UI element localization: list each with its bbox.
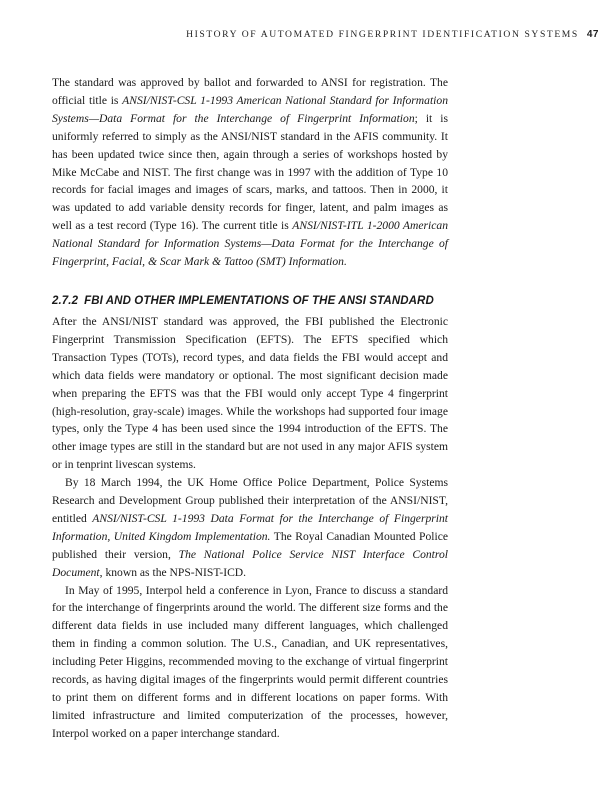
- para3-text-3: , known as the NPS-NIST-ICD.: [99, 565, 247, 579]
- para3-text-1: By 18 March 1994, the UK Home Office Police Department, Police Systems Research and Development Group published their interpretation of the ANSI/NIST, entitled: [52, 476, 448, 525]
- para3-text-2: The Royal Canadian Mounted Police published their version,: [52, 529, 448, 561]
- running-head: [186, 29, 599, 40]
- section-number: 2.7.2: [52, 294, 79, 307]
- page-number: 47: [586, 29, 599, 40]
- paragraph-uk-implementation: [52, 474, 448, 581]
- section-heading: [52, 295, 448, 307]
- paragraph-interpol: [52, 582, 448, 743]
- running-title: HISTORY OF AUTOMATED FINGERPRINT IDENTIFICATION SYSTEMS: [186, 29, 579, 40]
- para2-text: After the ANSI/NIST standard was approved, the FBI published the Electronic Fingerprint Transmission Specification (EFTS). The EFTS specified which Transaction Types (TOTs), record types, and data fields the FBI would accept and which data fields were mandatory or optional. The most significant decision made when preparing the EFTS was that the FBI would only accept Type 4 fingerprint (high-resolution, gray-scale) images. While the workshops had supported four image types, only the Type 4 has been used since the 1994 introduction of the EFTS. The other image types are still in the standard but are not used in any major AFIS system or in tenprint livescan systems.: [52, 314, 448, 472]
- para1-text-1: The standard was approved by ballot and forwarded to ANSI for registration. The official title is: [52, 76, 448, 107]
- para3-title-rcmp: The National Police Service NIST Interface Control Document: [52, 547, 448, 579]
- paragraph-efts: [52, 313, 448, 474]
- para1-title-1993: ANSI/NIST-CSL 1-1993 American National Standard for Information Systems—Data Format for the Interchange of Fingerprint Information: [52, 93, 448, 125]
- section-title: FBI AND OTHER IMPLEMENTATIONS OF THE ANSI STANDARD: [84, 294, 434, 307]
- body-column: [52, 74, 448, 743]
- para1-title-2000: ANSI/NIST-ITL 1-2000 American National Standard for Information Systems—Data Format for the Interchange of Fingerprint, Facial, & Scar Mark & Tattoo (SMT) Information.: [52, 219, 448, 269]
- para1-text-2: ; it is uniformly referred to simply as the ANSI/NIST standard in the AFIS community. It has been updated twice since then, again through a series of workshops hosted by Mike McCabe and NIST. The first change was in 1997 with the addition of Type 10 records for facial images and images of scars, marks, and tattoos. Then in 2000, it was updated to add variable density records for finger, latent, and palm images as well as a test record (Type 16). The current title is: [52, 111, 448, 233]
- para4-text: In May of 1995, Interpol held a conference in Lyon, France to discuss a standard for the interchange of fingerprints around the world. The different size forms and the different data fields in use included many different languages, which challenged them in finding a common solution. The U.S., Canadian, and UK representatives, including Peter Higgins, recommended moving to the exchange of virtual fingerprint records, as having digital images of the fingerprints would permit different countries to print them on different forms and in different locations on paper forms. With limited infrastructure and limited computerization of the processes, however, Interpol worked on a paper interchange standard.: [52, 583, 448, 740]
- para3-title-uk: ANSI/NIST-CSL 1-1993 Data Format for the Interchange of Fingerprint Information, United Kingdom Implementation.: [52, 511, 448, 543]
- paragraph-ansi-approval: [52, 74, 448, 271]
